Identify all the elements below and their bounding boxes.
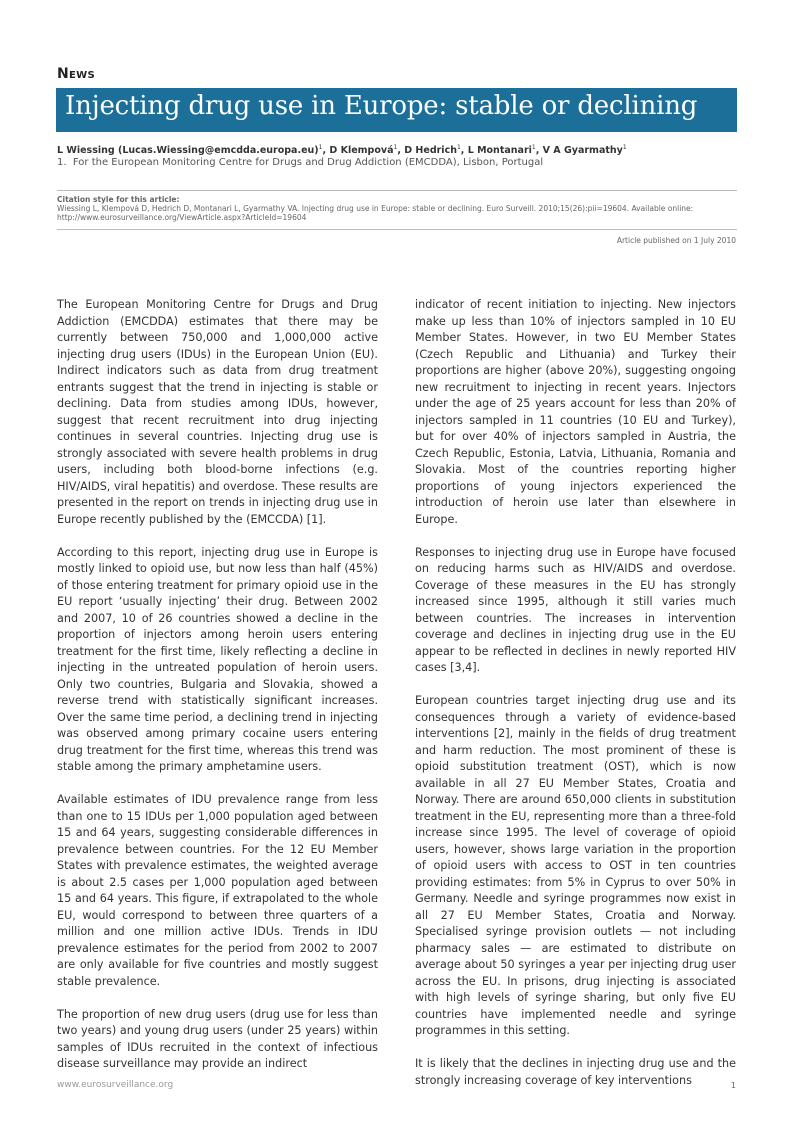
author-separator: , bbox=[535, 145, 543, 157]
author-affiliation-mark: 1 bbox=[393, 144, 398, 151]
author-affiliation-mark: 1 bbox=[622, 144, 627, 151]
paragraph: The European Monitoring Centre for Drugs and Drug Addiction (EMCDDA) estimates that there may be currently between 750,000 and 1,000,000 active injecting drug users (IDUs) in the European Union (EU). Indirect indicators such as data from drug treatment entrants suggest that the trend in injecting is stable or declining. Data from studies among IDUs, however, suggest that recent recruitment into drug injecting continues in several countries. Injecting drug use is strongly associated with severe health problems in drug users, including both blood-borne infections (e.g. HIV/AIDS, viral hepatitis) and overdose. These results are presented in the report on trends in injecting drug use in Europe recently published by the (EMCCDA) [1]. bbox=[57, 298, 378, 526]
paragraph: According to this report, injecting drug use in Europe is mostly linked to opioid use, but now less than half (45%) of those entering treatment for primary opioid use in the EU report ‘usually injecting’ their drug. Between 2002 and 2007, 10 of 26 countries showed a decline in the proportion of injectors among heroin users entering treatment for the first time, likely reflecting a decline in injecting in the untreated population of heroin users. Only two countries, Bulgaria and Slovakia, showed a reverse trend with statistically significant increases. Over the same time period, a declining trend in injecting was observed among primary cocaine users entering drug treatment for the first time, whereas this trend was stable among the primary amphetamine users. bbox=[57, 545, 378, 773]
author-name: D Hedrich bbox=[404, 145, 457, 157]
author-name: L Montanari bbox=[467, 145, 532, 157]
citation-heading: Citation style for this article: bbox=[57, 195, 180, 204]
author-affiliation-mark: 1 bbox=[531, 144, 536, 151]
author-separator: , bbox=[397, 145, 405, 157]
published-date: Article published on 1 July 2010 bbox=[616, 236, 736, 245]
author-separator: , bbox=[322, 145, 330, 157]
paragraph: It is likely that the declines in injecting drug use and the strongly increasing coverage of key interventions bbox=[415, 1057, 736, 1087]
affiliation: 1. For the European Monitoring Centre for Drugs and Drug Addiction (EMCDDA), Lisbon, Portugal bbox=[57, 157, 544, 168]
divider-bottom bbox=[57, 229, 737, 230]
divider-top bbox=[57, 190, 737, 191]
paragraph: indicator of recent initiation to injecting. New injectors make up less than 10% of injectors sampled in 10 EU Member States. However, in two EU Member States (Czech Republic and Lithuania) and Turkey their proportions are higher (above 20%), suggesting ongoing new recruitment to injecting in recent years. Injectors under the age of 25 years account for less than 20% of injectors sampled in 11 countries (10 EU and Turkey), but for over 40% of injectors sampled in Austria, the Czech Republic, Estonia, Latvia, Lithuania, Romania and Slovakia. Most of the countries reporting higher proportions of young injectors experienced the introduction of heroin use later than elsewhere in Europe. bbox=[415, 298, 736, 526]
page-number: 1 bbox=[730, 1081, 736, 1090]
article-title: Injecting drug use in Europe: stable or declining bbox=[65, 91, 698, 121]
author-name: V A Gyarmathy bbox=[542, 145, 623, 157]
body-column-left bbox=[57, 297, 378, 1089]
author-name: D Klempová bbox=[329, 145, 394, 157]
body-column-right bbox=[415, 297, 736, 1106]
author-separator: , bbox=[460, 145, 468, 157]
paragraph: European countries target injecting drug use and its consequences through a variety of evidence-based interventions [2], mainly in the fields of drug treatment and harm reduction. The most prominent of these is opioid substitution treatment (OST), which is now available in all 27 EU Member States, Croatia and Norway. There are around 650,000 clients in substitution treatment in the EU, representing more than a three-fold increase since 1995. The level of coverage of opioid users, however, shows large variation in the proportion of opioid users with access to OST in ten countries providing estimates: from 5% in Cyprus to over 50% in Germany. Needle and syringe programmes now exist in all 27 EU Member States, Croatia and Norway. Specialised syringe provision outlets — not including pharmacy sales — are estimated to distribute on average about 50 syringes a year per injecting drug user across the EU. In prisons, drug injecting is associated with high levels of syringe sharing, but only five EU countries have implemented needle and syringe programmes in this setting. bbox=[415, 694, 736, 1037]
footer-url[interactable]: www.eurosurveillance.org bbox=[57, 1080, 174, 1090]
paragraph: Available estimates of IDU prevalence range from less than one to 15 IDUs per 1,000 population aged between 15 and 64 years, suggesting considerable differences in prevalence between countries. For the 12 EU Member States with prevalence estimates, the weighted average is about 2.5 cases per 1,000 population aged between 15 and 64 years. This figure, if extrapolated to the whole EU, would correspond to between three quarters of a million and one million active IDUs. Trends in IDU prevalence estimates for the period from 2002 to 2007 are only available for five countries and mostly suggest stable prevalence. bbox=[57, 793, 378, 988]
author-affiliation-mark: 1 bbox=[318, 144, 323, 151]
title-banner bbox=[56, 88, 737, 132]
section-label: News bbox=[57, 66, 95, 82]
author-name: L Wiessing (Lucas.Wiessing@emcdda.europa.eu) bbox=[57, 145, 319, 157]
paragraph: The proportion of new drug users (drug use for less than two years) and young drug users (under 25 years) within samples of IDUs recruited in the context of infectious disease surveillance may provide an indirect bbox=[57, 1007, 378, 1070]
paragraph: Responses to injecting drug use in Europe have focused on reducing harms such as HIV/AIDS and overdose. Coverage of these measures in the EU has strongly increased since 1995, although it still varies much between countries. The increases in intervention coverage and declines in injecting drug use in the EU appear to be reflected in declines in newly reported HIV cases [3,4]. bbox=[415, 545, 736, 674]
author-list bbox=[57, 144, 747, 156]
author-affiliation-mark: 1 bbox=[456, 144, 461, 151]
citation-text: Wiessing L, Klempová D, Hedrich D, Montanari L, Gyarmathy VA. Injecting drug use in Europe: stable or declining. Euro Surveill. 2010;15(26):pii=19604. Available online: http://www.eurosurveillance.org/ViewArticle.aspx?ArticleId=19604 bbox=[57, 204, 694, 222]
